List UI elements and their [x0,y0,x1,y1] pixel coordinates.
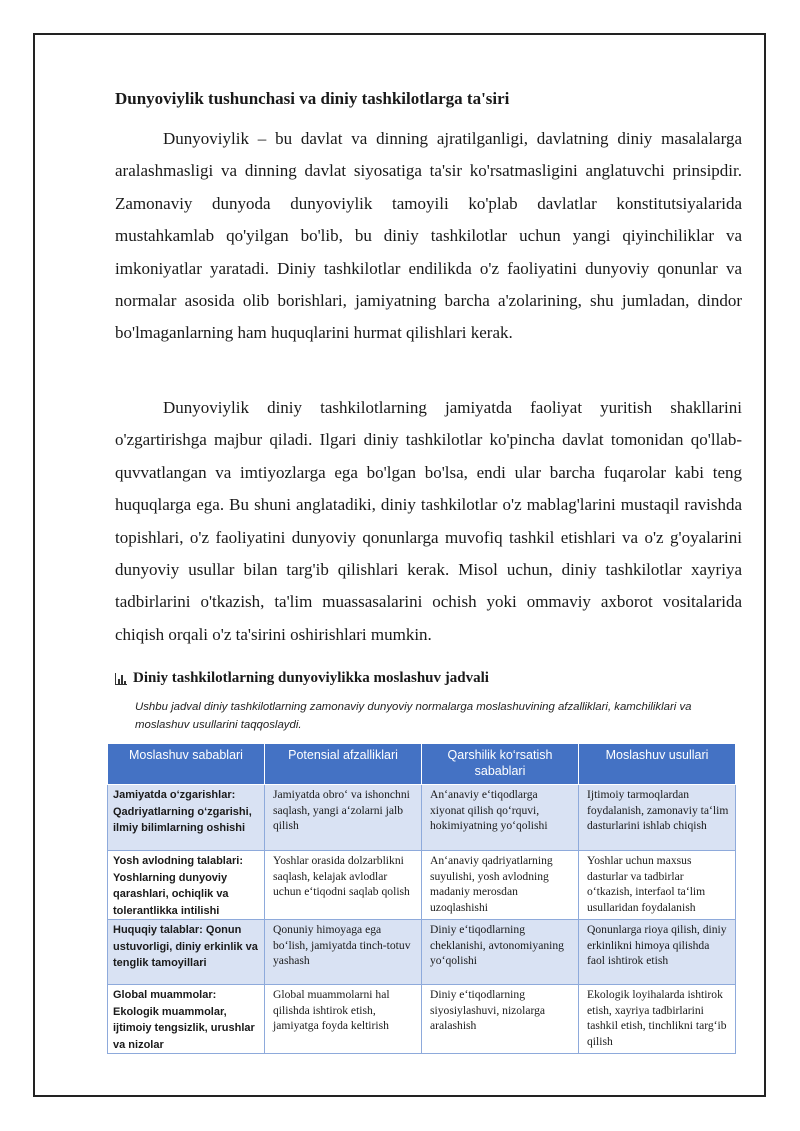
table-header-row [108,744,736,785]
table-cell: Jamiyatda o‘zgarishlar: Qadriyatlarning o‘zgarishi, ilmiy bilimlarning oshishi [108,785,265,851]
table-cell: An‘anaviy e‘tiqodlarga xiyonat qilish qo‘rquvi, hokimiyatning yo‘qolishi [422,785,579,851]
table-cell: Global muammolarni hal qilishda ishtirok etish, jamiyatga foyda keltirish [265,985,422,1054]
table-cell: Ekologik loyihalarda ishtirok etish, xayriya tadbirlarini tashkil etish, tinchlikni targ‘ib qilish [579,985,736,1054]
table-cell: An‘anaviy qadriyatlarning suyulishi, yosh avlodning madaniy merosdan uzoqlashishi [422,851,579,920]
table-cell: Yoshlar uchun maxsus dasturlar va tadbirlar o‘tkazish, interfaol ta‘lim usullaridan foydalanish [579,851,736,920]
table-cell: Qonuniy himoyaga ega bo‘lish, jamiyatda tinch-totuv yashash [265,920,422,985]
table-description: Ushbu jadval diniy tashkilotlarning zamonaviy dunyoviy normalarga moslashuvining afzalliklari, kamchiliklari va moslashuv usullarini taqqoslaydi. [135,701,692,731]
table-cell: Ijtimoiy tarmoqlardan foydalanish, zamonaviy ta‘lim dasturlarini ishlab chiqish [579,785,736,851]
paragraph: Dunyoviylik – bu davlat va dinning ajratilganligi, davlatning diniy masalalarga aralashmasligi va dinning davlat siyosatiga ta'sir ko'rsatmasligini anglatuvchi prinsipdir. Zamonaviy dunyoda dunyoviylik tamoyili ko'plab davlatlar konstitutsiyalarida mustahkamlab qo'yilgan bo'lib, bu diniy tashkilotlar uchun yangi qiyinchiliklar va imkoniyatlar yaratadi. Diniy tashkilotlar endilikda o'z faoliyatini dunyoviy qonunlar va normalar asosida olib borishlari, jamiyatning barcha a'zolarining, shu jumladan, dindor bo'lmaganlarning ham huquqlarini hurmat qilishlari kerak. [115,129,742,343]
table-cell: Diniy e‘tiqodlarning cheklanishi, avtonomiyaning yo‘qolishi [422,920,579,985]
column-header: Moslashuv usullari [579,744,736,785]
table-cell: Global muammolar: Ekologik muammolar, ijtimoiy tengsizlik, urushlar va nizolar [108,985,265,1054]
table-cell: Huquqiy talablar: Qonun ustuvorligi, diniy erkinlik va tenglik tamoyillari [108,920,265,985]
table-cell: Diniy e‘tiqodlarning siyosiylashuvi, nizolarga aralashish [422,985,579,1054]
table-row [108,785,736,851]
paragraph: Dunyoviylik diniy tashkilotlarning jamiyatda faoliyat yuritish shakllarini o'zgartirishga majbur qiladi. Ilgari diniy tashkilotlar ko'pincha davlat tomonidan qo'llab-quvvatlangan va imtiyozlarga ega bo'lgan bo'lsa, endi ular barcha fuqarolar kabi teng huquqlarga ega. Bu shuni anglatadiki, diniy tashkilotlar o'z mablag'larini mustaqil ravishda topishlari, o'z faoliyatini dunyoviy qonunlarga muvofiq tashkil etishlari va o'z g'oyalarini dunyoviy usullar bilan targ'ib qilishlari kerak. Misol uchun, diniy tashkilotlar xayriya tadbirlarini o'tkazish, ta'lim muassasalarini ochish yoki ommaviy axborot vositalarida chiqish orqali o'z ta'sirini oshirishlari mumkin. [115,398,742,644]
bar-chart-icon [115,673,127,685]
table-row [108,985,736,1054]
column-header: Potensial afzalliklari [265,744,422,785]
column-header: Moslashuv sabablari [108,744,265,785]
column-header: Qarshilik ko‘rsatish sabablari [422,744,579,785]
table-title-text: Diniy tashkilotlarning dunyoviylikka moslashuv jadvali [133,670,489,686]
table-title [115,670,489,687]
table-row [108,851,736,920]
section-heading: Dunyoviylik tushunchasi va diniy tashkilotlarga ta'siri [115,89,510,108]
table-cell: Yosh avlodning talablari: Yoshlarning dunyoviy qarashlari, ochiqlik va tolerantlikka intilishi [108,851,265,920]
table-cell: Yoshlar orasida dolzarblikni saqlash, kelajak avlodlar uchun e‘tiqodni saqlab qolish [265,851,422,920]
table-row [108,920,736,985]
table-cell: Jamiyatda obro‘ va ishonchni saqlash, yangi a‘zolarni jalb qilish [265,785,422,851]
table-cell: Qonunlarga rioya qilish, diniy erkinlikni himoya qilishda faol ishtirok etish [579,920,736,985]
comparison-table [107,743,736,1054]
